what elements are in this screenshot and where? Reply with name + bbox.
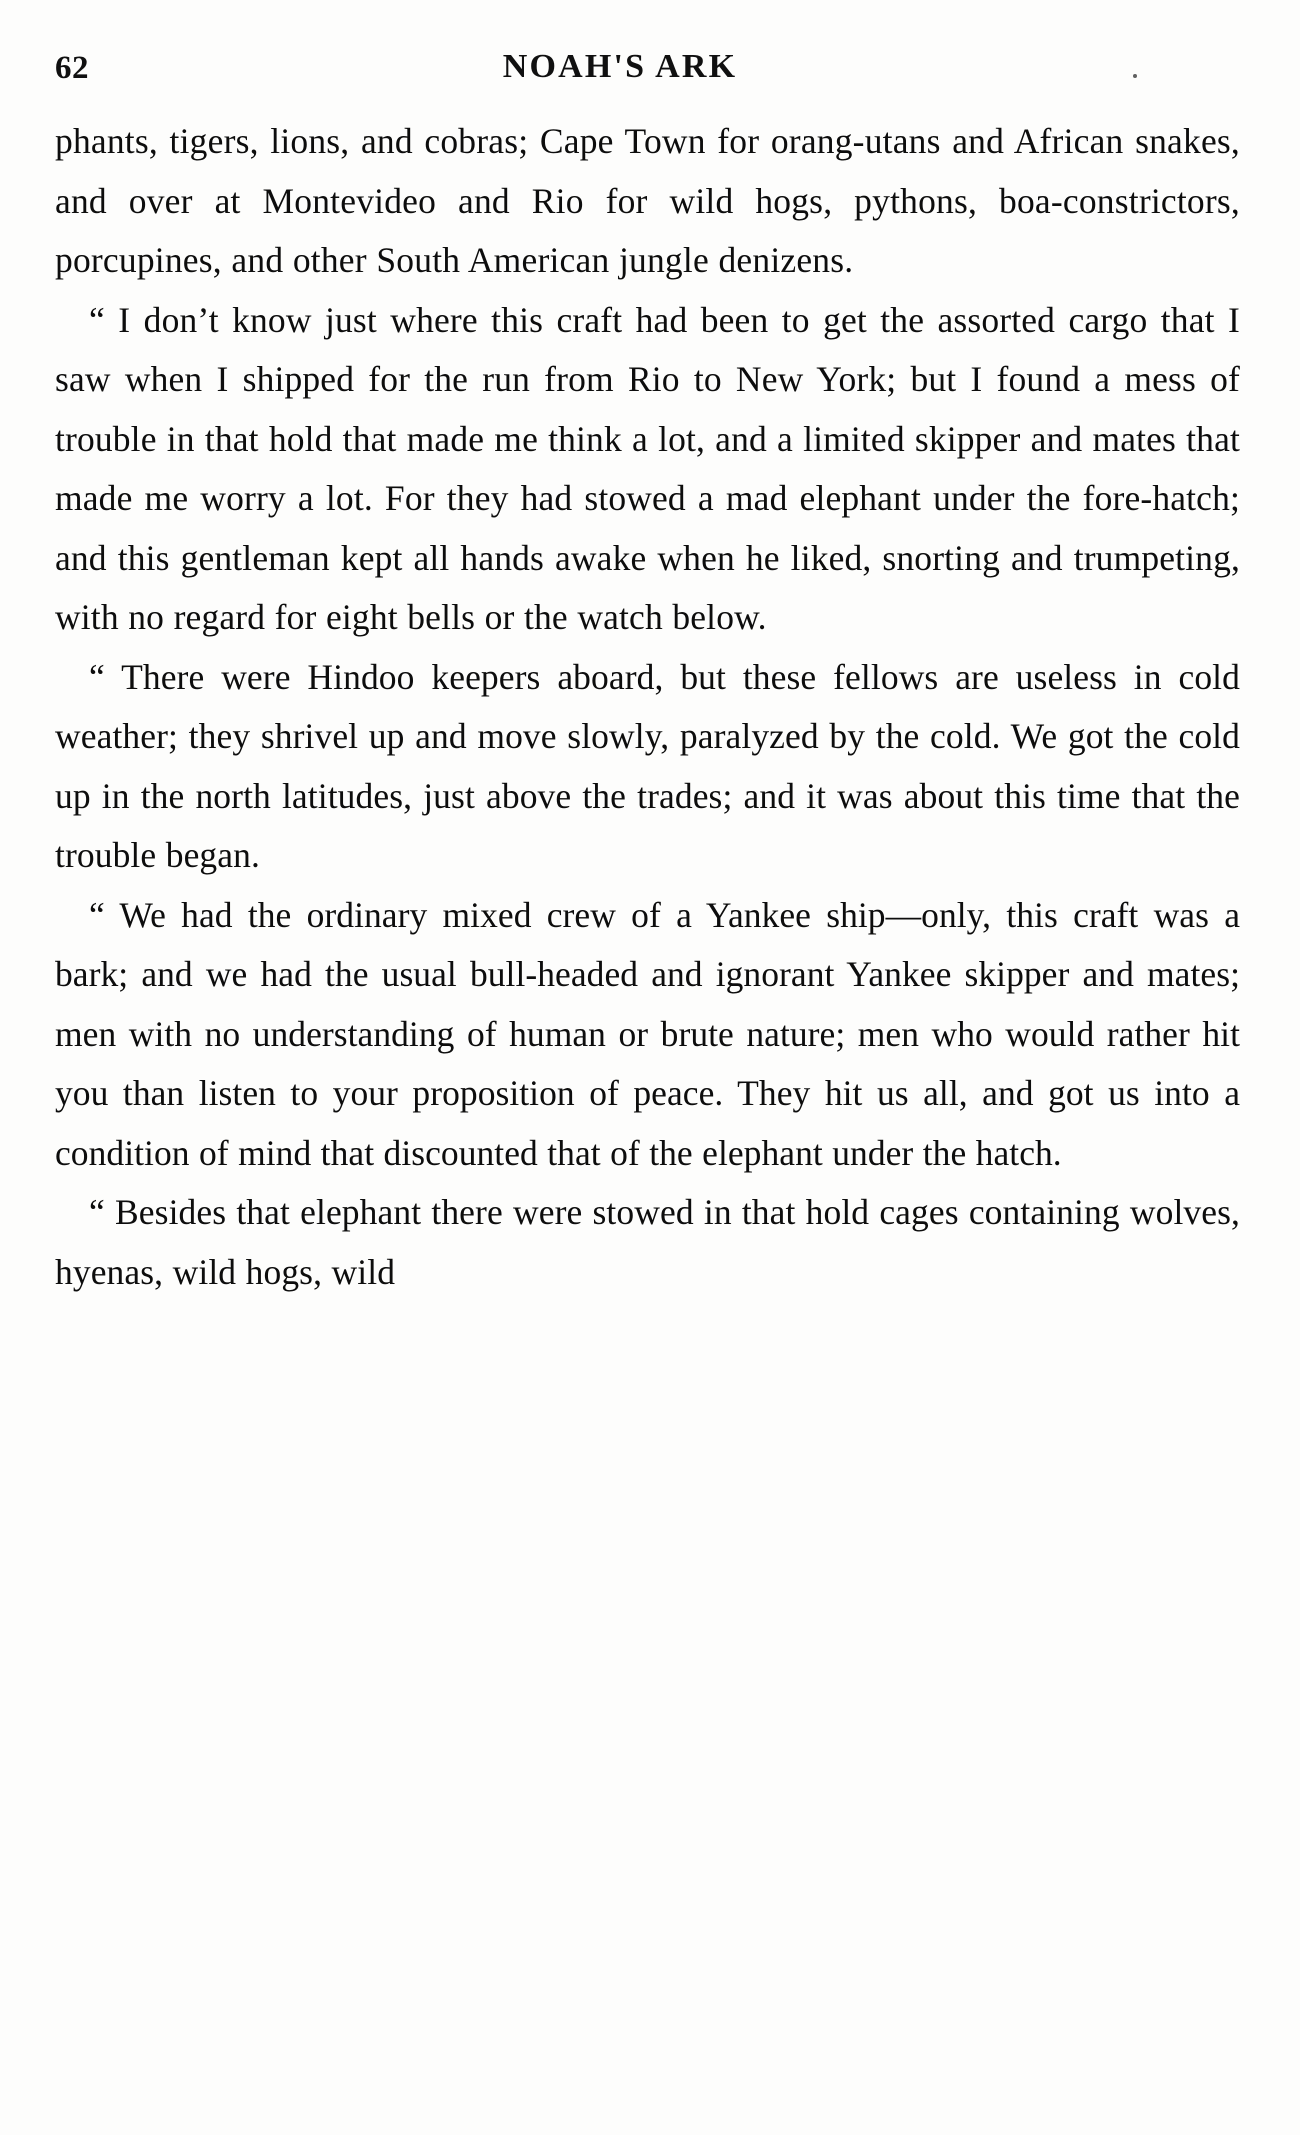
running-head-title: NOAH'S ARK <box>502 48 738 85</box>
body-text-column <box>55 112 1240 1302</box>
ink-speck-mark <box>1133 74 1137 78</box>
page-header <box>0 26 1300 86</box>
paragraph-crew: “ We had the ordinary mixed crew of a Yankee ship—only, this craft was a bark; and we had the usual bull-headed and ignorant Yankee skipper and mates; men with no understanding of human or brute nature; men who would rather hit you than listen to your proposition of peace. They hit us all, and got us into a condition of mind that discounted that of the elephant under the hatch. <box>55 894 1240 1173</box>
page-number: 62 <box>55 50 89 86</box>
paragraph-hindoo-keepers: “ There were Hindoo keepers aboard, but these fellows are useless in cold weather; they shrivel up and move slowly, paralyzed by the cold. We got the cold up in the north latitudes, just above the trades; and it was about this time that the trouble began. <box>55 656 1240 875</box>
paragraph-continued: phants, tigers, lions, and cobras; Cape Town for orang-utans and African snakes, and over at Montevideo and Rio for wild hogs, pythons, boa-constrictors, porcupines, and other South American jungle denizens. <box>55 121 1240 280</box>
paragraph-cages: “ Besides that elephant there were stowed in that hold cages containing wolves, hyenas, wild hogs, wild <box>55 1192 1240 1292</box>
paragraph-cargo: “ I don’t know just where this craft had been to get the assorted cargo that I saw when I shipped for the run from Rio to New York; but I found a mess of trouble in that hold that made me think a lot, and a limited skipper and mates that made me worry a lot. For they had stowed a mad elephant under the fore-hatch; and this gentleman kept all hands awake when he liked, snorting and trumpeting, with no regard for eight bells or the watch below. <box>55 299 1240 637</box>
